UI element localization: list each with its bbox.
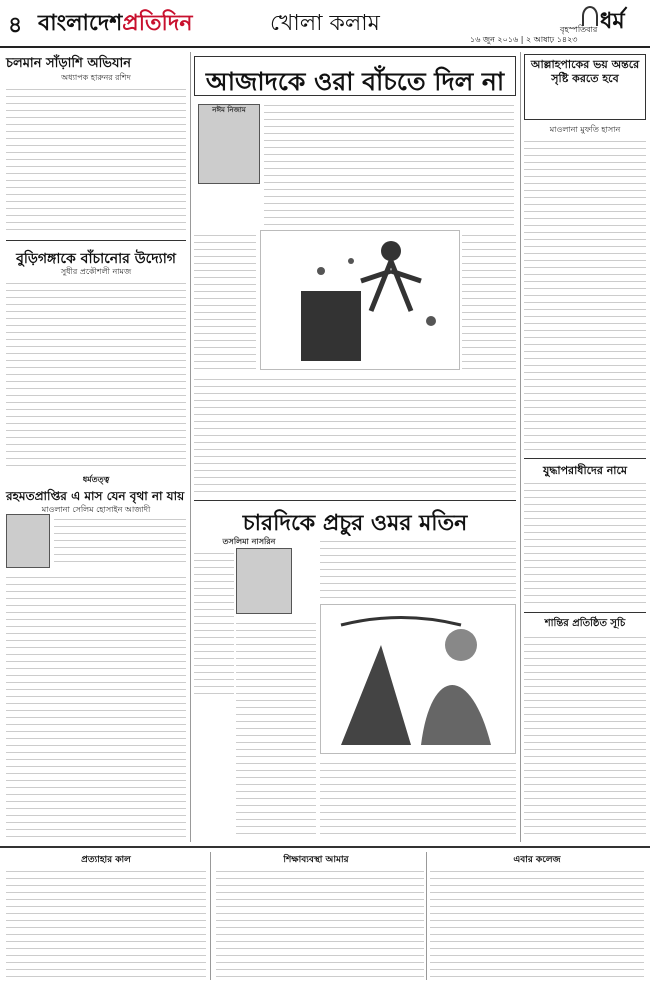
- second-illustration-art: [321, 605, 517, 755]
- bottom-col2-body: [216, 866, 424, 980]
- bottom-col1-title: প্রত্যাহার কাল: [81, 855, 131, 865]
- column-rule: [210, 852, 211, 980]
- divider: [524, 458, 646, 459]
- column-rule: [426, 852, 427, 980]
- right-top-byline: মাওলানা মুফতি হাসান: [549, 125, 621, 134]
- left-religion-body-a: [54, 514, 186, 568]
- left-religion-body-b: [6, 572, 186, 842]
- right-section-title: ধর্ম: [600, 8, 625, 34]
- right-low-title: শান্তির প্রতিষ্ঠিত সূচি: [544, 618, 626, 629]
- author-photo: [198, 104, 260, 184]
- lead-illustration-art: [261, 231, 461, 371]
- left-top-title: চলমান সাঁড়াশি অভিযান: [6, 56, 132, 71]
- main-second-title: চারদিকে প্রচুর ওমর মতিন: [242, 510, 468, 536]
- second-illustration: [320, 604, 516, 754]
- main-second-body-a: [194, 548, 234, 698]
- day-name: বৃহস্পতিবার: [560, 25, 598, 34]
- main-lead-byline: নঈম নিজাম: [212, 105, 246, 114]
- bottom-col1-body: [6, 866, 206, 980]
- section-title: খোলা কলাম: [270, 11, 380, 36]
- author-photo: [236, 548, 292, 614]
- lead-illustration: [260, 230, 460, 370]
- right-mid-body: [524, 478, 646, 608]
- right-top-body: [524, 136, 646, 452]
- dharma-label: ধর্মতত্ত্ব: [82, 475, 110, 484]
- column-rule: [190, 52, 191, 842]
- bottom-col3-body: [430, 866, 644, 980]
- main-second-body-c: [320, 536, 516, 600]
- left-religion-title: রহমতপ্রাপ্তির এ মাস যেন বৃথা না যায়: [6, 489, 185, 503]
- main-lead-body-c: [462, 230, 516, 370]
- main-second-body-d: [320, 758, 516, 838]
- main-lead-body-b: [194, 230, 256, 370]
- main-lead-body-d: [194, 374, 516, 494]
- left-top-body: [6, 84, 186, 234]
- paper-name-prefix: বাংলাদেশ: [38, 10, 123, 36]
- left-top-byline: অধ্যাপক হারুনর রশিদ: [61, 73, 131, 82]
- page-number: ৪: [8, 12, 23, 38]
- main-second-byline: তসলিমা নাসরিন: [222, 536, 276, 546]
- divider: [194, 500, 516, 501]
- paper-name-suffix: প্রতিদিন: [122, 10, 193, 36]
- main-second-body-b: [236, 618, 316, 838]
- main-lead-body-a: [264, 100, 514, 228]
- right-low-body: [524, 632, 646, 838]
- divider: [524, 612, 646, 613]
- divider: [6, 240, 186, 241]
- left-mid-byline: সুধীর প্রকৌশলী নামজ: [60, 267, 132, 276]
- left-religion-byline: মাওলানা সেলিম হোসাইন আজাদী: [41, 505, 151, 514]
- bottom-divider: [0, 846, 650, 848]
- bottom-col2-title: শিক্ষাব্যবস্থা আমার: [283, 855, 349, 865]
- left-mid-body: [6, 278, 186, 466]
- right-top-title: আল্লাহপাকের ভয় অন্তরে সৃষ্টি করতে হবে: [530, 58, 640, 85]
- right-mid-title: যুদ্ধাপরাধীদের নামে: [543, 464, 627, 477]
- bottom-col3-title: এবার কলেজ: [513, 855, 561, 865]
- column-rule: [520, 52, 521, 842]
- dateline: ১৬ জুন ২০১৬ | ২ আষাঢ় ১৪২৩: [470, 35, 578, 44]
- left-mid-title: বুড়িগঙ্গাকে বাঁচানোর উদ্যোগ: [16, 251, 176, 267]
- paper-name: [38, 6, 193, 43]
- temple-icon: [582, 6, 598, 26]
- main-lead-title: আজাদকে ওরা বাঁচতে দিল না: [205, 67, 505, 96]
- author-photo: [6, 514, 50, 568]
